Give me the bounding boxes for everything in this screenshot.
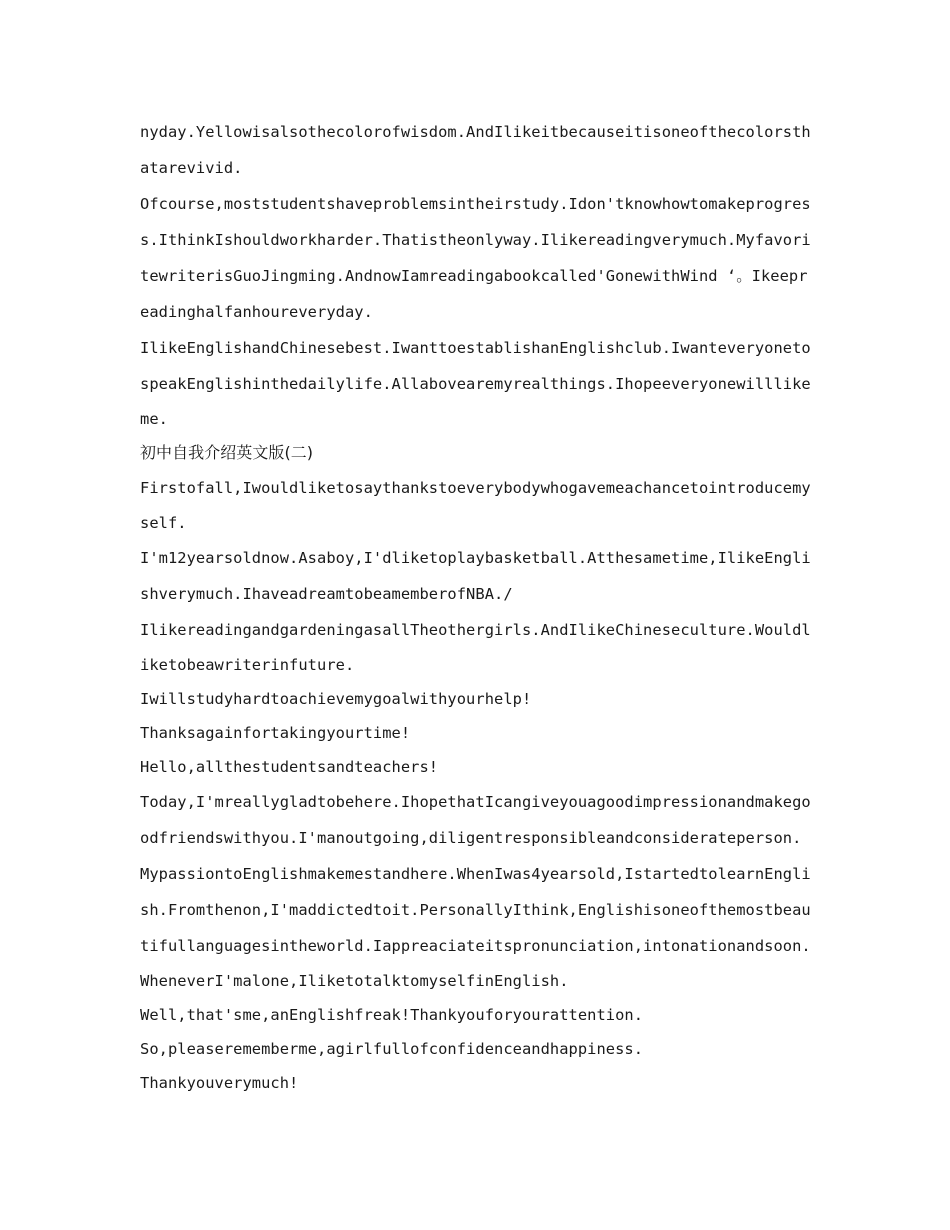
text-line: eadinghalfanhoureveryday. [140, 303, 373, 321]
text-line: I'm12yearsoldnow.Asaboy,I'dliketoplaybasketball.Atthesametime,IlikeEngli [140, 549, 811, 567]
text-line: me. [140, 410, 168, 428]
section-heading: 初中自我介绍英文版(二) [140, 443, 314, 462]
text-line: Iwillstudyhardtoachievemygoalwithyourhelp! [140, 690, 532, 708]
text-line: atarevivid. [140, 159, 243, 177]
document-body [140, 114, 812, 1100]
text-line: nyday.Yellowisalsothecolorofwisdom.AndIlikeitbecauseitisoneofthecolorsth [140, 123, 811, 141]
text-line: Well,that'sme,anEnglishfreak!Thankyouforyourattention. [140, 1006, 644, 1024]
text-line: iketobeawriterinfuture. [140, 656, 355, 674]
text-line: shverymuch.IhaveadreamtobeamemberofNBA./ [140, 585, 513, 603]
text-line: odfriendswithyou.I'manoutgoing,diligentresponsibleandconsiderateperson. [140, 829, 802, 847]
text-line: So,pleaserememberme,agirlfullofconfidenceandhappiness. [140, 1040, 644, 1058]
text-line: Ofcourse,moststudentshaveproblemsintheirstudy.Idon'tknowhowtomakeprogres [140, 195, 811, 213]
text-line: Hello,allthestudentsandteachers! [140, 758, 439, 776]
text-line: speakEnglishinthedailylife.Allabovearemyrealthings.Ihopeeveryonewilllike [140, 375, 811, 393]
text-line: IlikereadingandgardeningasallTheothergirls.AndIlikeChineseculture.Wouldl [140, 621, 811, 639]
text-line: Today,I'mreallygladtobehere.IhopethatIcangiveyouagoodimpressionandmakego [140, 793, 811, 811]
text-line: Thanksagainfortakingyourtime! [140, 724, 411, 742]
text-line: Firstofall,Iwouldliketosaythankstoeverybodywhogavemeachancetointroducemy [140, 479, 811, 497]
text-line: s.IthinkIshouldworkharder.Thatistheonlyway.Ilikereadingverymuch.Myfavori [140, 231, 811, 249]
text-line: WheneverI'malone,IliketotalktomyselfinEnglish. [140, 972, 569, 990]
text-line: Thankyouverymuch! [140, 1074, 299, 1092]
text-line: sh.Fromthenon,I'maddictedtoit.PersonallyIthink,Englishisoneofthemostbeau [140, 901, 811, 919]
text-line: tewriterisGuoJingming.AndnowIamreadingabookcalled'GonewithWind ‘。Ikeepr [140, 267, 808, 285]
text-line: self. [140, 514, 187, 532]
text-line: MypassiontoEnglishmakemestandhere.WhenIwas4yearsold,IstartedtolearnEngli [140, 865, 811, 883]
text-line: IlikeEnglishandChinesebest.IwanttoestablishanEnglishclub.Iwanteveryoneto [140, 339, 811, 357]
text-line: tifullanguagesintheworld.Iappreaciateitspronunciation,intonationandsoon. [140, 937, 811, 955]
